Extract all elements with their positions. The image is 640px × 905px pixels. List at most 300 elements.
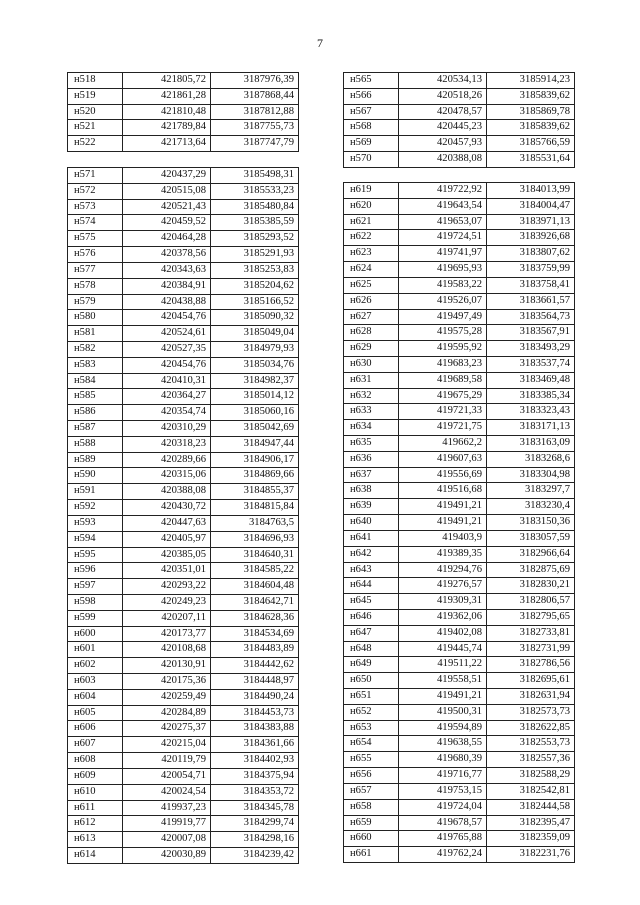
table-row — [68, 294, 299, 310]
x-coordinate-cell: 420518,26 — [399, 88, 487, 104]
y-coordinate-cell: 3185869,78 — [487, 104, 575, 120]
y-coordinate-cell: 3184442,62 — [211, 658, 299, 674]
y-coordinate-cell: 3187812,88 — [211, 104, 299, 120]
y-coordinate-cell: 3182359,09 — [487, 831, 575, 847]
x-coordinate-cell: 419721,75 — [399, 420, 487, 436]
y-coordinate-cell: 3184453,73 — [211, 705, 299, 721]
table-row — [344, 356, 575, 372]
point-id-cell: н660 — [344, 831, 399, 847]
point-id-cell: н607 — [68, 737, 123, 753]
x-coordinate-cell: 421713,64 — [123, 136, 211, 152]
x-coordinate-cell: 420259,49 — [123, 689, 211, 705]
point-id-cell: н645 — [344, 594, 399, 610]
table-row — [344, 530, 575, 546]
point-id-cell: н609 — [68, 768, 123, 784]
x-coordinate-cell: 420130,91 — [123, 658, 211, 674]
y-coordinate-cell: 3182444,58 — [487, 799, 575, 815]
x-coordinate-cell: 419689,58 — [399, 372, 487, 388]
point-id-cell: н646 — [344, 609, 399, 625]
x-coordinate-cell: 421789,84 — [123, 120, 211, 136]
table-row — [68, 721, 299, 737]
y-coordinate-cell: 3185839,62 — [487, 120, 575, 136]
table-row — [68, 389, 299, 405]
table-row — [344, 720, 575, 736]
point-id-cell: н639 — [344, 499, 399, 515]
x-coordinate-cell: 419595,92 — [399, 341, 487, 357]
point-id-cell: н624 — [344, 262, 399, 278]
table-row — [344, 736, 575, 752]
y-coordinate-cell: 3185049,04 — [211, 326, 299, 342]
table-row — [68, 658, 299, 674]
table-row — [344, 293, 575, 309]
y-coordinate-cell: 3182542,81 — [487, 783, 575, 799]
x-coordinate-cell: 420527,35 — [123, 341, 211, 357]
point-id-cell: н578 — [68, 278, 123, 294]
point-id-cell: н580 — [68, 310, 123, 326]
table-row — [344, 214, 575, 230]
x-coordinate-cell: 419919,77 — [123, 816, 211, 832]
point-id-cell: н588 — [68, 436, 123, 452]
x-coordinate-cell: 419276,57 — [399, 578, 487, 594]
table-row — [68, 104, 299, 120]
point-id-cell: н654 — [344, 736, 399, 752]
point-id-cell: н579 — [68, 294, 123, 310]
point-id-cell: н633 — [344, 404, 399, 420]
x-coordinate-cell: 420054,71 — [123, 768, 211, 784]
table-row — [68, 563, 299, 579]
y-coordinate-cell: 3184483,89 — [211, 642, 299, 658]
table-row — [344, 799, 575, 815]
point-id-cell: н650 — [344, 673, 399, 689]
table-row — [344, 847, 575, 863]
y-coordinate-cell: 3182631,94 — [487, 689, 575, 705]
y-coordinate-cell: 3184004,47 — [487, 198, 575, 214]
point-id-cell: н565 — [344, 73, 399, 89]
point-id-cell: н608 — [68, 753, 123, 769]
point-id-cell: н592 — [68, 500, 123, 516]
point-id-cell: н629 — [344, 341, 399, 357]
y-coordinate-cell: 3184982,37 — [211, 373, 299, 389]
coordinates-table-right-top — [343, 72, 575, 168]
page-number: 7 — [317, 36, 323, 50]
table-row — [68, 594, 299, 610]
point-id-cell: н574 — [68, 215, 123, 231]
x-coordinate-cell: 419516,68 — [399, 483, 487, 499]
table-row — [344, 436, 575, 452]
y-coordinate-cell: 3187755,73 — [211, 120, 299, 136]
y-coordinate-cell: 3184628,36 — [211, 610, 299, 626]
table-row — [344, 325, 575, 341]
x-coordinate-cell: 420454,76 — [123, 310, 211, 326]
y-coordinate-cell: 3184299,74 — [211, 816, 299, 832]
point-id-cell: н581 — [68, 326, 123, 342]
table-row — [68, 247, 299, 263]
table-row — [344, 594, 575, 610]
table-row — [68, 800, 299, 816]
table-row — [68, 784, 299, 800]
x-coordinate-cell: 419753,15 — [399, 783, 487, 799]
point-id-cell: н598 — [68, 594, 123, 610]
point-id-cell: н613 — [68, 832, 123, 848]
table-row — [68, 199, 299, 215]
point-id-cell: н568 — [344, 120, 399, 136]
point-id-cell: н634 — [344, 420, 399, 436]
point-id-cell: н593 — [68, 515, 123, 531]
x-coordinate-cell: 419741,97 — [399, 246, 487, 262]
table-row — [344, 372, 575, 388]
table-row — [344, 136, 575, 152]
x-coordinate-cell: 420108,68 — [123, 642, 211, 658]
x-coordinate-cell: 419491,21 — [399, 499, 487, 515]
point-id-cell: н640 — [344, 515, 399, 531]
x-coordinate-cell: 419721,33 — [399, 404, 487, 420]
x-coordinate-cell: 420445,23 — [399, 120, 487, 136]
table-row — [344, 752, 575, 768]
table-row — [68, 847, 299, 863]
y-coordinate-cell: 3183163,09 — [487, 436, 575, 452]
table-row — [344, 609, 575, 625]
point-id-cell: н584 — [68, 373, 123, 389]
point-id-cell: н603 — [68, 674, 123, 690]
x-coordinate-cell: 419558,51 — [399, 673, 487, 689]
table-row — [344, 152, 575, 168]
x-coordinate-cell: 419675,29 — [399, 388, 487, 404]
point-id-cell: н641 — [344, 530, 399, 546]
y-coordinate-cell: 3185533,23 — [211, 183, 299, 199]
table-row — [68, 452, 299, 468]
x-coordinate-cell: 419724,51 — [399, 230, 487, 246]
x-coordinate-cell: 419937,23 — [123, 800, 211, 816]
point-id-cell: н569 — [344, 136, 399, 152]
y-coordinate-cell: 3184763,5 — [211, 515, 299, 531]
y-coordinate-cell: 3184640,31 — [211, 547, 299, 563]
table-row — [68, 500, 299, 516]
point-id-cell: н591 — [68, 484, 123, 500]
x-coordinate-cell: 420215,04 — [123, 737, 211, 753]
table-row — [344, 467, 575, 483]
y-coordinate-cell: 3182588,29 — [487, 768, 575, 784]
point-id-cell: н518 — [68, 73, 123, 89]
table-row — [68, 341, 299, 357]
y-coordinate-cell: 3183758,41 — [487, 277, 575, 293]
table-row — [68, 484, 299, 500]
x-coordinate-cell: 419402,08 — [399, 625, 487, 641]
table-row — [68, 73, 299, 89]
table-row — [68, 215, 299, 231]
y-coordinate-cell: 3182573,73 — [487, 704, 575, 720]
point-id-cell: н657 — [344, 783, 399, 799]
point-id-cell: н655 — [344, 752, 399, 768]
y-coordinate-cell: 3182622,85 — [487, 720, 575, 736]
x-coordinate-cell: 420385,05 — [123, 547, 211, 563]
x-coordinate-cell: 420454,76 — [123, 357, 211, 373]
x-coordinate-cell: 419294,76 — [399, 562, 487, 578]
x-coordinate-cell: 420284,89 — [123, 705, 211, 721]
point-id-cell: н596 — [68, 563, 123, 579]
y-coordinate-cell: 3183926,68 — [487, 230, 575, 246]
point-id-cell: н638 — [344, 483, 399, 499]
y-coordinate-cell: 3182695,61 — [487, 673, 575, 689]
x-coordinate-cell: 420459,52 — [123, 215, 211, 231]
table-row — [68, 405, 299, 421]
y-coordinate-cell: 3182966,64 — [487, 546, 575, 562]
x-coordinate-cell: 420515,08 — [123, 183, 211, 199]
table-row — [68, 547, 299, 563]
y-coordinate-cell: 3184239,42 — [211, 847, 299, 863]
table-row — [344, 815, 575, 831]
coordinates-table-right-main — [343, 182, 575, 863]
point-id-cell: н627 — [344, 309, 399, 325]
x-coordinate-cell: 420207,11 — [123, 610, 211, 626]
point-id-cell: н626 — [344, 293, 399, 309]
y-coordinate-cell: 3184402,93 — [211, 753, 299, 769]
point-id-cell: н628 — [344, 325, 399, 341]
coordinates-table-left-main — [67, 167, 299, 864]
y-coordinate-cell: 3185042,69 — [211, 421, 299, 437]
table-row — [68, 626, 299, 642]
table-row — [344, 341, 575, 357]
x-coordinate-cell: 419556,69 — [399, 467, 487, 483]
point-id-cell: н642 — [344, 546, 399, 562]
point-id-cell: н582 — [68, 341, 123, 357]
point-id-cell: н647 — [344, 625, 399, 641]
table-row — [68, 183, 299, 199]
x-coordinate-cell: 421810,48 — [123, 104, 211, 120]
x-coordinate-cell: 419662,2 — [399, 436, 487, 452]
x-coordinate-cell: 419762,24 — [399, 847, 487, 863]
point-id-cell: н595 — [68, 547, 123, 563]
point-id-cell: н649 — [344, 657, 399, 673]
x-coordinate-cell: 420521,43 — [123, 199, 211, 215]
table-row — [344, 277, 575, 293]
x-coordinate-cell: 420478,57 — [399, 104, 487, 120]
y-coordinate-cell: 3185480,84 — [211, 199, 299, 215]
y-coordinate-cell: 3182557,36 — [487, 752, 575, 768]
table-row — [68, 832, 299, 848]
point-id-cell: н597 — [68, 579, 123, 595]
y-coordinate-cell: 3185531,64 — [487, 152, 575, 168]
point-id-cell: н586 — [68, 405, 123, 421]
x-coordinate-cell: 420343,63 — [123, 262, 211, 278]
y-coordinate-cell: 3184361,66 — [211, 737, 299, 753]
y-coordinate-cell: 3185385,59 — [211, 215, 299, 231]
point-id-cell: н643 — [344, 562, 399, 578]
point-id-cell: н610 — [68, 784, 123, 800]
point-id-cell: н601 — [68, 642, 123, 658]
table-row — [344, 451, 575, 467]
point-id-cell: н623 — [344, 246, 399, 262]
y-coordinate-cell: 3182875,69 — [487, 562, 575, 578]
point-id-cell: н522 — [68, 136, 123, 152]
x-coordinate-cell: 420175,36 — [123, 674, 211, 690]
table-row — [344, 120, 575, 136]
point-id-cell: н659 — [344, 815, 399, 831]
y-coordinate-cell: 3182786,56 — [487, 657, 575, 673]
x-coordinate-cell: 420437,29 — [123, 168, 211, 184]
x-coordinate-cell: 420457,93 — [399, 136, 487, 152]
y-coordinate-cell: 3187747,79 — [211, 136, 299, 152]
x-coordinate-cell: 419309,31 — [399, 594, 487, 610]
table-row — [344, 783, 575, 799]
point-id-cell: н630 — [344, 356, 399, 372]
y-coordinate-cell: 3184696,93 — [211, 531, 299, 547]
point-id-cell: н653 — [344, 720, 399, 736]
y-coordinate-cell: 3183230,4 — [487, 499, 575, 515]
table-row — [344, 420, 575, 436]
x-coordinate-cell: 420438,88 — [123, 294, 211, 310]
x-coordinate-cell: 420464,28 — [123, 231, 211, 247]
x-coordinate-cell: 421861,28 — [123, 88, 211, 104]
table-row — [344, 673, 575, 689]
x-coordinate-cell: 420007,08 — [123, 832, 211, 848]
y-coordinate-cell: 3185914,23 — [487, 73, 575, 89]
table-row — [344, 562, 575, 578]
x-coordinate-cell: 420410,31 — [123, 373, 211, 389]
table-row — [344, 309, 575, 325]
y-coordinate-cell: 3184353,72 — [211, 784, 299, 800]
point-id-cell: н571 — [68, 168, 123, 184]
table-row — [68, 136, 299, 152]
x-coordinate-cell: 419583,22 — [399, 277, 487, 293]
point-id-cell: н637 — [344, 467, 399, 483]
table-row — [344, 388, 575, 404]
table-row — [344, 262, 575, 278]
x-coordinate-cell: 420430,72 — [123, 500, 211, 516]
x-coordinate-cell: 419638,55 — [399, 736, 487, 752]
table-row — [344, 657, 575, 673]
x-coordinate-cell: 420310,29 — [123, 421, 211, 437]
y-coordinate-cell: 3187868,44 — [211, 88, 299, 104]
y-coordinate-cell: 3182795,65 — [487, 609, 575, 625]
x-coordinate-cell: 420388,08 — [123, 484, 211, 500]
y-coordinate-cell: 3184375,94 — [211, 768, 299, 784]
point-id-cell: н570 — [344, 152, 399, 168]
y-coordinate-cell: 3184345,78 — [211, 800, 299, 816]
point-id-cell: н636 — [344, 451, 399, 467]
y-coordinate-cell: 3184906,17 — [211, 452, 299, 468]
y-coordinate-cell: 3185293,52 — [211, 231, 299, 247]
x-coordinate-cell: 419491,21 — [399, 515, 487, 531]
y-coordinate-cell: 3184855,37 — [211, 484, 299, 500]
x-coordinate-cell: 419491,21 — [399, 689, 487, 705]
y-coordinate-cell: 3182830,21 — [487, 578, 575, 594]
y-coordinate-cell: 3185839,62 — [487, 88, 575, 104]
point-id-cell: н622 — [344, 230, 399, 246]
x-coordinate-cell: 421805,72 — [123, 73, 211, 89]
table-row — [68, 357, 299, 373]
table-row — [344, 689, 575, 705]
table-row — [68, 262, 299, 278]
table-row — [68, 168, 299, 184]
y-coordinate-cell: 3183567,91 — [487, 325, 575, 341]
point-id-cell: н572 — [68, 183, 123, 199]
point-id-cell: н604 — [68, 689, 123, 705]
y-coordinate-cell: 3182395,47 — [487, 815, 575, 831]
table-row — [344, 704, 575, 720]
y-coordinate-cell: 3183971,13 — [487, 214, 575, 230]
y-coordinate-cell: 3184298,16 — [211, 832, 299, 848]
x-coordinate-cell: 420293,22 — [123, 579, 211, 595]
y-coordinate-cell: 3183385,34 — [487, 388, 575, 404]
x-coordinate-cell: 419643,54 — [399, 198, 487, 214]
x-coordinate-cell: 420275,37 — [123, 721, 211, 737]
point-id-cell: н576 — [68, 247, 123, 263]
table-row — [68, 231, 299, 247]
x-coordinate-cell: 420173,77 — [123, 626, 211, 642]
y-coordinate-cell: 3183759,99 — [487, 262, 575, 278]
x-coordinate-cell: 420351,01 — [123, 563, 211, 579]
point-id-cell: н614 — [68, 847, 123, 863]
x-coordinate-cell: 420024,54 — [123, 784, 211, 800]
x-coordinate-cell: 419716,77 — [399, 768, 487, 784]
x-coordinate-cell: 420447,63 — [123, 515, 211, 531]
x-coordinate-cell: 419683,23 — [399, 356, 487, 372]
point-id-cell: н573 — [68, 199, 123, 215]
x-coordinate-cell: 420388,08 — [399, 152, 487, 168]
x-coordinate-cell: 420534,13 — [399, 73, 487, 89]
x-coordinate-cell: 419653,07 — [399, 214, 487, 230]
point-id-cell: н606 — [68, 721, 123, 737]
table-row — [344, 483, 575, 499]
x-coordinate-cell: 419362,06 — [399, 609, 487, 625]
point-id-cell: н575 — [68, 231, 123, 247]
x-coordinate-cell: 419607,63 — [399, 451, 487, 467]
point-id-cell: н658 — [344, 799, 399, 815]
y-coordinate-cell: 3185204,62 — [211, 278, 299, 294]
y-coordinate-cell: 3182231,76 — [487, 847, 575, 863]
y-coordinate-cell: 3185291,93 — [211, 247, 299, 263]
point-id-cell: н566 — [344, 88, 399, 104]
table-row — [344, 578, 575, 594]
point-id-cell: н661 — [344, 847, 399, 863]
table-row — [344, 73, 575, 89]
x-coordinate-cell: 419445,74 — [399, 641, 487, 657]
point-id-cell: н635 — [344, 436, 399, 452]
x-coordinate-cell: 419511,22 — [399, 657, 487, 673]
point-id-cell: н587 — [68, 421, 123, 437]
x-coordinate-cell: 420289,66 — [123, 452, 211, 468]
y-coordinate-cell: 3183150,36 — [487, 515, 575, 531]
x-coordinate-cell: 419722,92 — [399, 183, 487, 199]
y-coordinate-cell: 3184604,48 — [211, 579, 299, 595]
point-id-cell: н594 — [68, 531, 123, 547]
table-row — [344, 499, 575, 515]
table-row — [344, 641, 575, 657]
y-coordinate-cell: 3183268,6 — [487, 451, 575, 467]
table-row — [344, 246, 575, 262]
point-id-cell: н619 — [344, 183, 399, 199]
x-coordinate-cell: 420318,23 — [123, 436, 211, 452]
point-id-cell: н577 — [68, 262, 123, 278]
y-coordinate-cell: 3184383,88 — [211, 721, 299, 737]
point-id-cell: н620 — [344, 198, 399, 214]
y-coordinate-cell: 3183661,57 — [487, 293, 575, 309]
coordinates-table-left-top — [67, 72, 299, 152]
point-id-cell: н631 — [344, 372, 399, 388]
point-id-cell: н656 — [344, 768, 399, 784]
y-coordinate-cell: 3182731,99 — [487, 641, 575, 657]
point-id-cell: н621 — [344, 214, 399, 230]
table-row — [344, 230, 575, 246]
point-id-cell: н583 — [68, 357, 123, 373]
y-coordinate-cell: 3185014,12 — [211, 389, 299, 405]
table-row — [68, 816, 299, 832]
table-row — [344, 88, 575, 104]
y-coordinate-cell: 3184815,84 — [211, 500, 299, 516]
point-id-cell: н644 — [344, 578, 399, 594]
table-row — [344, 546, 575, 562]
table-row — [68, 373, 299, 389]
